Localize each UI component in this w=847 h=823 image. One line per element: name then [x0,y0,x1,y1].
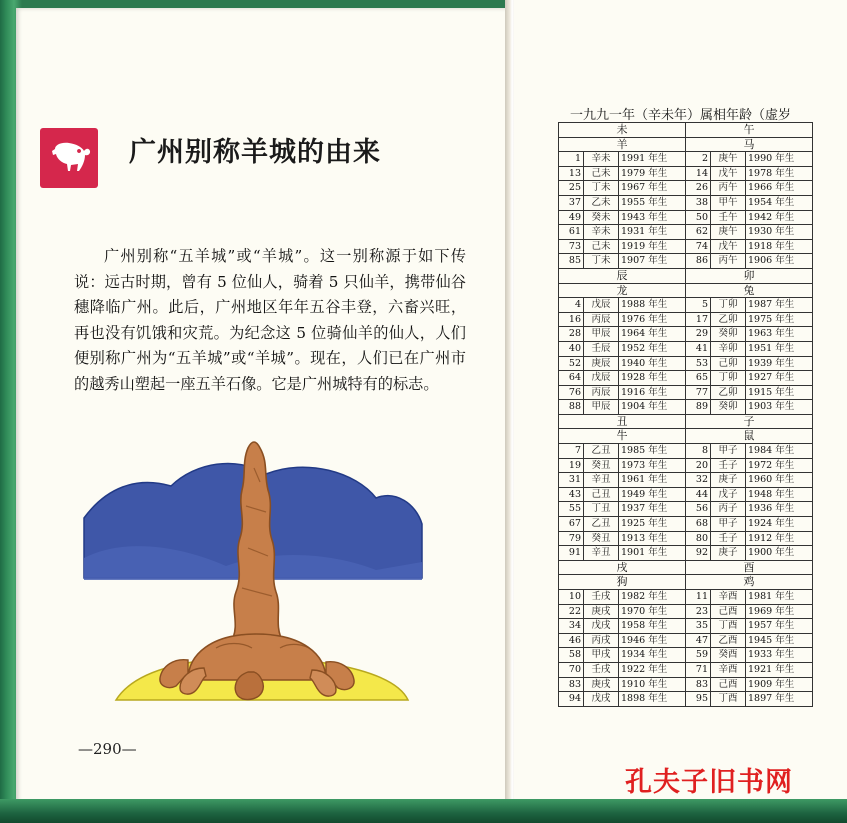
age-left: 94 [559,692,584,707]
birthyear-left: 1970 年生 [619,604,686,619]
zodiac-age-table [558,122,813,707]
age-right: 11 [686,590,711,605]
ganzhi-right: 癸酉 [711,648,746,663]
age-left: 73 [559,239,584,254]
birthyear-left: 1958 年生 [619,619,686,634]
age-right: 71 [686,662,711,677]
birthyear-left: 1928 年生 [619,371,686,386]
branch-right: 卯 [686,268,813,283]
table-row [559,371,813,386]
table-row [559,633,813,648]
birthyear-left: 1979 年生 [619,166,686,181]
ganzhi-right: 壬午 [711,210,746,225]
birthyear-left: 1904 年生 [619,400,686,415]
table-row [559,677,813,692]
age-right: 50 [686,210,711,225]
birthyear-right: 1915 年生 [746,385,813,400]
birthyear-left: 1982 年生 [619,590,686,605]
branch-right: 午 [686,123,813,138]
birthyear-left: 1961 年生 [619,473,686,488]
ganzhi-left: 壬戌 [584,590,619,605]
ganzhi-left: 丁未 [584,181,619,196]
ganzhi-left: 壬辰 [584,341,619,356]
ganzhi-right: 丁酉 [711,619,746,634]
birthyear-right: 1930 年生 [746,225,813,240]
article-body: 广州别称“五羊城”或“羊城”。这一别称源于如下传说：远古时期，曾有 5 位仙人，骑着 5 只仙羊，携带仙谷穗降临广州。此后，广州地区年年五谷丰登，六畜兴旺，再也没有饥饿和灾荒。为纪念这 5 位骑仙羊的仙人，人们便别称广州为“五羊城”或“羊城”。现在，人们已在广州市的越秀山塑起一座五羊石像。它是广州城特有的标志。 [74,247,466,393]
birthyear-left: 1952 年生 [619,341,686,356]
ganzhi-left: 辛未 [584,152,619,167]
birthyear-left: 1946 年生 [619,633,686,648]
table-title: 一九九一年（辛未年）属相年龄（虚岁 [569,108,791,123]
ganzhi-right: 庚午 [711,152,746,167]
ganzhi-left: 庚辰 [584,356,619,371]
animal-right: 马 [686,137,813,152]
zodiac-block-header-animal [559,575,813,590]
table-row [559,662,813,677]
age-left: 31 [559,473,584,488]
age-left: 4 [559,298,584,313]
age-right: 14 [686,166,711,181]
table-row [559,327,813,342]
age-left: 55 [559,502,584,517]
branch-left: 未 [559,123,686,138]
zodiac-table-wrap [558,122,847,742]
age-right: 20 [686,458,711,473]
ganzhi-left: 戊辰 [584,298,619,313]
age-left: 43 [559,487,584,502]
age-left: 19 [559,458,584,473]
age-left: 83 [559,677,584,692]
age-right: 83 [686,677,711,692]
birthyear-left: 1991 年生 [619,152,686,167]
ganzhi-right: 辛酉 [711,590,746,605]
age-left: 28 [559,327,584,342]
table-row [559,487,813,502]
birthyear-left: 1967 年生 [619,181,686,196]
birthyear-left: 1916 年生 [619,385,686,400]
zodiac-block-header-animal [559,283,813,298]
birthyear-left: 1940 年生 [619,356,686,371]
ganzhi-left: 乙丑 [584,444,619,459]
table-row [559,619,813,634]
table-row [559,385,813,400]
birthyear-right: 1945 年生 [746,633,813,648]
ganzhi-right: 壬子 [711,458,746,473]
table-row [559,181,813,196]
zodiac-block-header-animal [559,429,813,444]
birthyear-right: 1918 年生 [746,239,813,254]
ganzhi-right: 癸卯 [711,400,746,415]
table-row [559,166,813,181]
ganzhi-right: 辛卯 [711,341,746,356]
birthyear-left: 1937 年生 [619,502,686,517]
birthyear-right: 1966 年生 [746,181,813,196]
ganzhi-right: 戊子 [711,487,746,502]
ganzhi-left: 壬戌 [584,662,619,677]
ganzhi-right: 甲午 [711,195,746,210]
age-right: 95 [686,692,711,707]
table-row [559,400,813,415]
age-right: 8 [686,444,711,459]
age-right: 26 [686,181,711,196]
birthyear-right: 1948 年生 [746,487,813,502]
age-right: 59 [686,648,711,663]
birthyear-right: 1978 年生 [746,166,813,181]
birthyear-right: 1969 年生 [746,604,813,619]
age-left: 85 [559,254,584,269]
age-left: 40 [559,341,584,356]
age-right: 68 [686,517,711,532]
age-left: 52 [559,356,584,371]
ganzhi-left: 辛丑 [584,546,619,561]
age-right: 29 [686,327,711,342]
age-right: 2 [686,152,711,167]
ganzhi-right: 辛酉 [711,662,746,677]
table-row [559,152,813,167]
age-left: 16 [559,312,584,327]
ganzhi-left: 戊戌 [584,692,619,707]
table-row [559,604,813,619]
zodiac-block-header-branch [559,560,813,575]
page-number: —290— [78,740,137,758]
birthyear-right: 1927 年生 [746,371,813,386]
birthyear-left: 1913 年生 [619,531,686,546]
age-right: 17 [686,312,711,327]
birthyear-right: 1903 年生 [746,400,813,415]
age-right: 23 [686,604,711,619]
ganzhi-right: 癸卯 [711,327,746,342]
table-row [559,210,813,225]
birthyear-right: 1921 年生 [746,662,813,677]
age-left: 7 [559,444,584,459]
birthyear-right: 1963 年生 [746,327,813,342]
ganzhi-left: 癸未 [584,210,619,225]
birthyear-left: 1919 年生 [619,239,686,254]
ganzhi-left: 丙辰 [584,385,619,400]
birthyear-right: 1942 年生 [746,210,813,225]
table-row [559,517,813,532]
birthyear-right: 1981 年生 [746,590,813,605]
ganzhi-right: 甲子 [711,517,746,532]
table-row [559,590,813,605]
birthyear-right: 1984 年生 [746,444,813,459]
branch-right: 子 [686,414,813,429]
birthyear-left: 1988 年生 [619,298,686,313]
age-left: 64 [559,371,584,386]
birthyear-left: 1931 年生 [619,225,686,240]
age-right: 77 [686,385,711,400]
branch-left: 辰 [559,268,686,283]
birthyear-left: 1925 年生 [619,517,686,532]
branch-left: 戌 [559,560,686,575]
birthyear-right: 1933 年生 [746,648,813,663]
ganzhi-left: 戊戌 [584,619,619,634]
animal-left: 羊 [559,137,686,152]
age-right: 80 [686,531,711,546]
age-right: 5 [686,298,711,313]
ganzhi-right: 丁卯 [711,298,746,313]
birthyear-left: 1943 年生 [619,210,686,225]
ganzhi-left: 丁丑 [584,502,619,517]
zodiac-block-header-branch [559,123,813,138]
table-row [559,473,813,488]
ganzhi-left: 乙未 [584,195,619,210]
age-right: 44 [686,487,711,502]
birthyear-left: 1955 年生 [619,195,686,210]
age-left: 34 [559,619,584,634]
table-row [559,225,813,240]
birthyear-right: 1951 年生 [746,341,813,356]
birthyear-right: 1960 年生 [746,473,813,488]
birthyear-right: 1924 年生 [746,517,813,532]
ganzhi-left: 己未 [584,239,619,254]
animal-right: 鸡 [686,575,813,590]
table-row [559,546,813,561]
ganzhi-right: 庚午 [711,225,746,240]
ganzhi-right: 戊午 [711,166,746,181]
ganzhi-right: 己酉 [711,604,746,619]
ganzhi-right: 乙酉 [711,633,746,648]
birthyear-left: 1964 年生 [619,327,686,342]
birthyear-right: 1954 年生 [746,195,813,210]
age-left: 91 [559,546,584,561]
table-row [559,254,813,269]
age-left: 10 [559,590,584,605]
birthyear-right: 1897 年生 [746,692,813,707]
ganzhi-right: 乙卯 [711,312,746,327]
age-right: 74 [686,239,711,254]
age-left: 76 [559,385,584,400]
animal-left: 龙 [559,283,686,298]
table-row [559,648,813,663]
ganzhi-right: 丁酉 [711,692,746,707]
birthyear-left: 1907 年生 [619,254,686,269]
age-left: 46 [559,633,584,648]
ganzhi-left: 辛未 [584,225,619,240]
age-right: 89 [686,400,711,415]
birthyear-right: 1906 年生 [746,254,813,269]
ganzhi-left: 乙丑 [584,517,619,532]
goat-seal-icon [49,137,91,177]
birthyear-right: 1936 年生 [746,502,813,517]
birthyear-left: 1973 年生 [619,458,686,473]
birthyear-right: 1939 年生 [746,356,813,371]
ganzhi-left: 辛丑 [584,473,619,488]
birthyear-right: 1957 年生 [746,619,813,634]
zodiac-block-header-branch [559,268,813,283]
age-left: 22 [559,604,584,619]
page-title: 广州别称羊城的由来 [129,137,381,168]
ganzhi-right: 己卯 [711,356,746,371]
age-right: 32 [686,473,711,488]
ganzhi-right: 丙午 [711,254,746,269]
ganzhi-left: 己丑 [584,487,619,502]
age-right: 62 [686,225,711,240]
ganzhi-left: 丁未 [584,254,619,269]
age-right: 38 [686,195,711,210]
table-row [559,692,813,707]
birthyear-right: 1900 年生 [746,546,813,561]
ganzhi-left: 戊辰 [584,371,619,386]
age-right: 53 [686,356,711,371]
zodiac-block-header-animal [559,137,813,152]
watermark-site-name: 孔夫子旧书网 [625,767,793,798]
birthyear-left: 1922 年生 [619,662,686,677]
age-right: 47 [686,633,711,648]
age-left: 67 [559,517,584,532]
five-goats-statue-illustration [76,428,436,728]
ganzhi-right: 庚子 [711,546,746,561]
animal-left: 狗 [559,575,686,590]
birthyear-left: 1985 年生 [619,444,686,459]
age-left: 70 [559,662,584,677]
branch-left: 丑 [559,414,686,429]
animal-left: 牛 [559,429,686,444]
table-row [559,356,813,371]
ganzhi-left: 丙辰 [584,312,619,327]
birthyear-left: 1910 年生 [619,677,686,692]
birthyear-right: 1975 年生 [746,312,813,327]
branch-right: 酉 [686,560,813,575]
table-row [559,312,813,327]
ganzhi-left: 癸丑 [584,458,619,473]
ganzhi-left: 甲辰 [584,327,619,342]
age-right: 35 [686,619,711,634]
birthyear-right: 1912 年生 [746,531,813,546]
age-right: 65 [686,371,711,386]
table-row [559,239,813,254]
animal-right: 兔 [686,283,813,298]
table-row [559,531,813,546]
ganzhi-right: 丁卯 [711,371,746,386]
ganzhi-right: 己酉 [711,677,746,692]
table-row [559,444,813,459]
age-left: 1 [559,152,584,167]
zodiac-block-header-branch [559,414,813,429]
ganzhi-right: 乙卯 [711,385,746,400]
age-left: 25 [559,181,584,196]
left-page [16,8,511,808]
ganzhi-right: 丙午 [711,181,746,196]
birthyear-right: 1990 年生 [746,152,813,167]
age-right: 92 [686,546,711,561]
book-cover-bottom-edge [0,799,847,823]
birthyear-left: 1949 年生 [619,487,686,502]
age-left: 49 [559,210,584,225]
ganzhi-right: 壬子 [711,531,746,546]
birthyear-left: 1898 年生 [619,692,686,707]
ganzhi-left: 庚戌 [584,604,619,619]
age-right: 86 [686,254,711,269]
age-left: 88 [559,400,584,415]
ganzhi-right: 庚子 [711,473,746,488]
ganzhi-right: 甲子 [711,444,746,459]
table-row [559,502,813,517]
ganzhi-left: 癸丑 [584,531,619,546]
ganzhi-left: 庚戌 [584,677,619,692]
birthyear-right: 1909 年生 [746,677,813,692]
ganzhi-left: 甲戌 [584,648,619,663]
birthyear-left: 1934 年生 [619,648,686,663]
ganzhi-left: 己未 [584,166,619,181]
birthyear-right: 1972 年生 [746,458,813,473]
age-left: 58 [559,648,584,663]
ganzhi-right: 戊午 [711,239,746,254]
ganzhi-left: 甲辰 [584,400,619,415]
age-left: 37 [559,195,584,210]
age-left: 79 [559,531,584,546]
table-row [559,458,813,473]
birthyear-left: 1901 年生 [619,546,686,561]
animal-right: 鼠 [686,429,813,444]
age-right: 56 [686,502,711,517]
age-left: 61 [559,225,584,240]
age-right: 41 [686,341,711,356]
age-left: 13 [559,166,584,181]
ganzhi-left: 丙戌 [584,633,619,648]
ganzhi-right: 丙子 [711,502,746,517]
table-row [559,341,813,356]
table-row [559,298,813,313]
goat-seal [40,128,98,188]
birthyear-left: 1976 年生 [619,312,686,327]
birthyear-right: 1987 年生 [746,298,813,313]
table-row [559,195,813,210]
